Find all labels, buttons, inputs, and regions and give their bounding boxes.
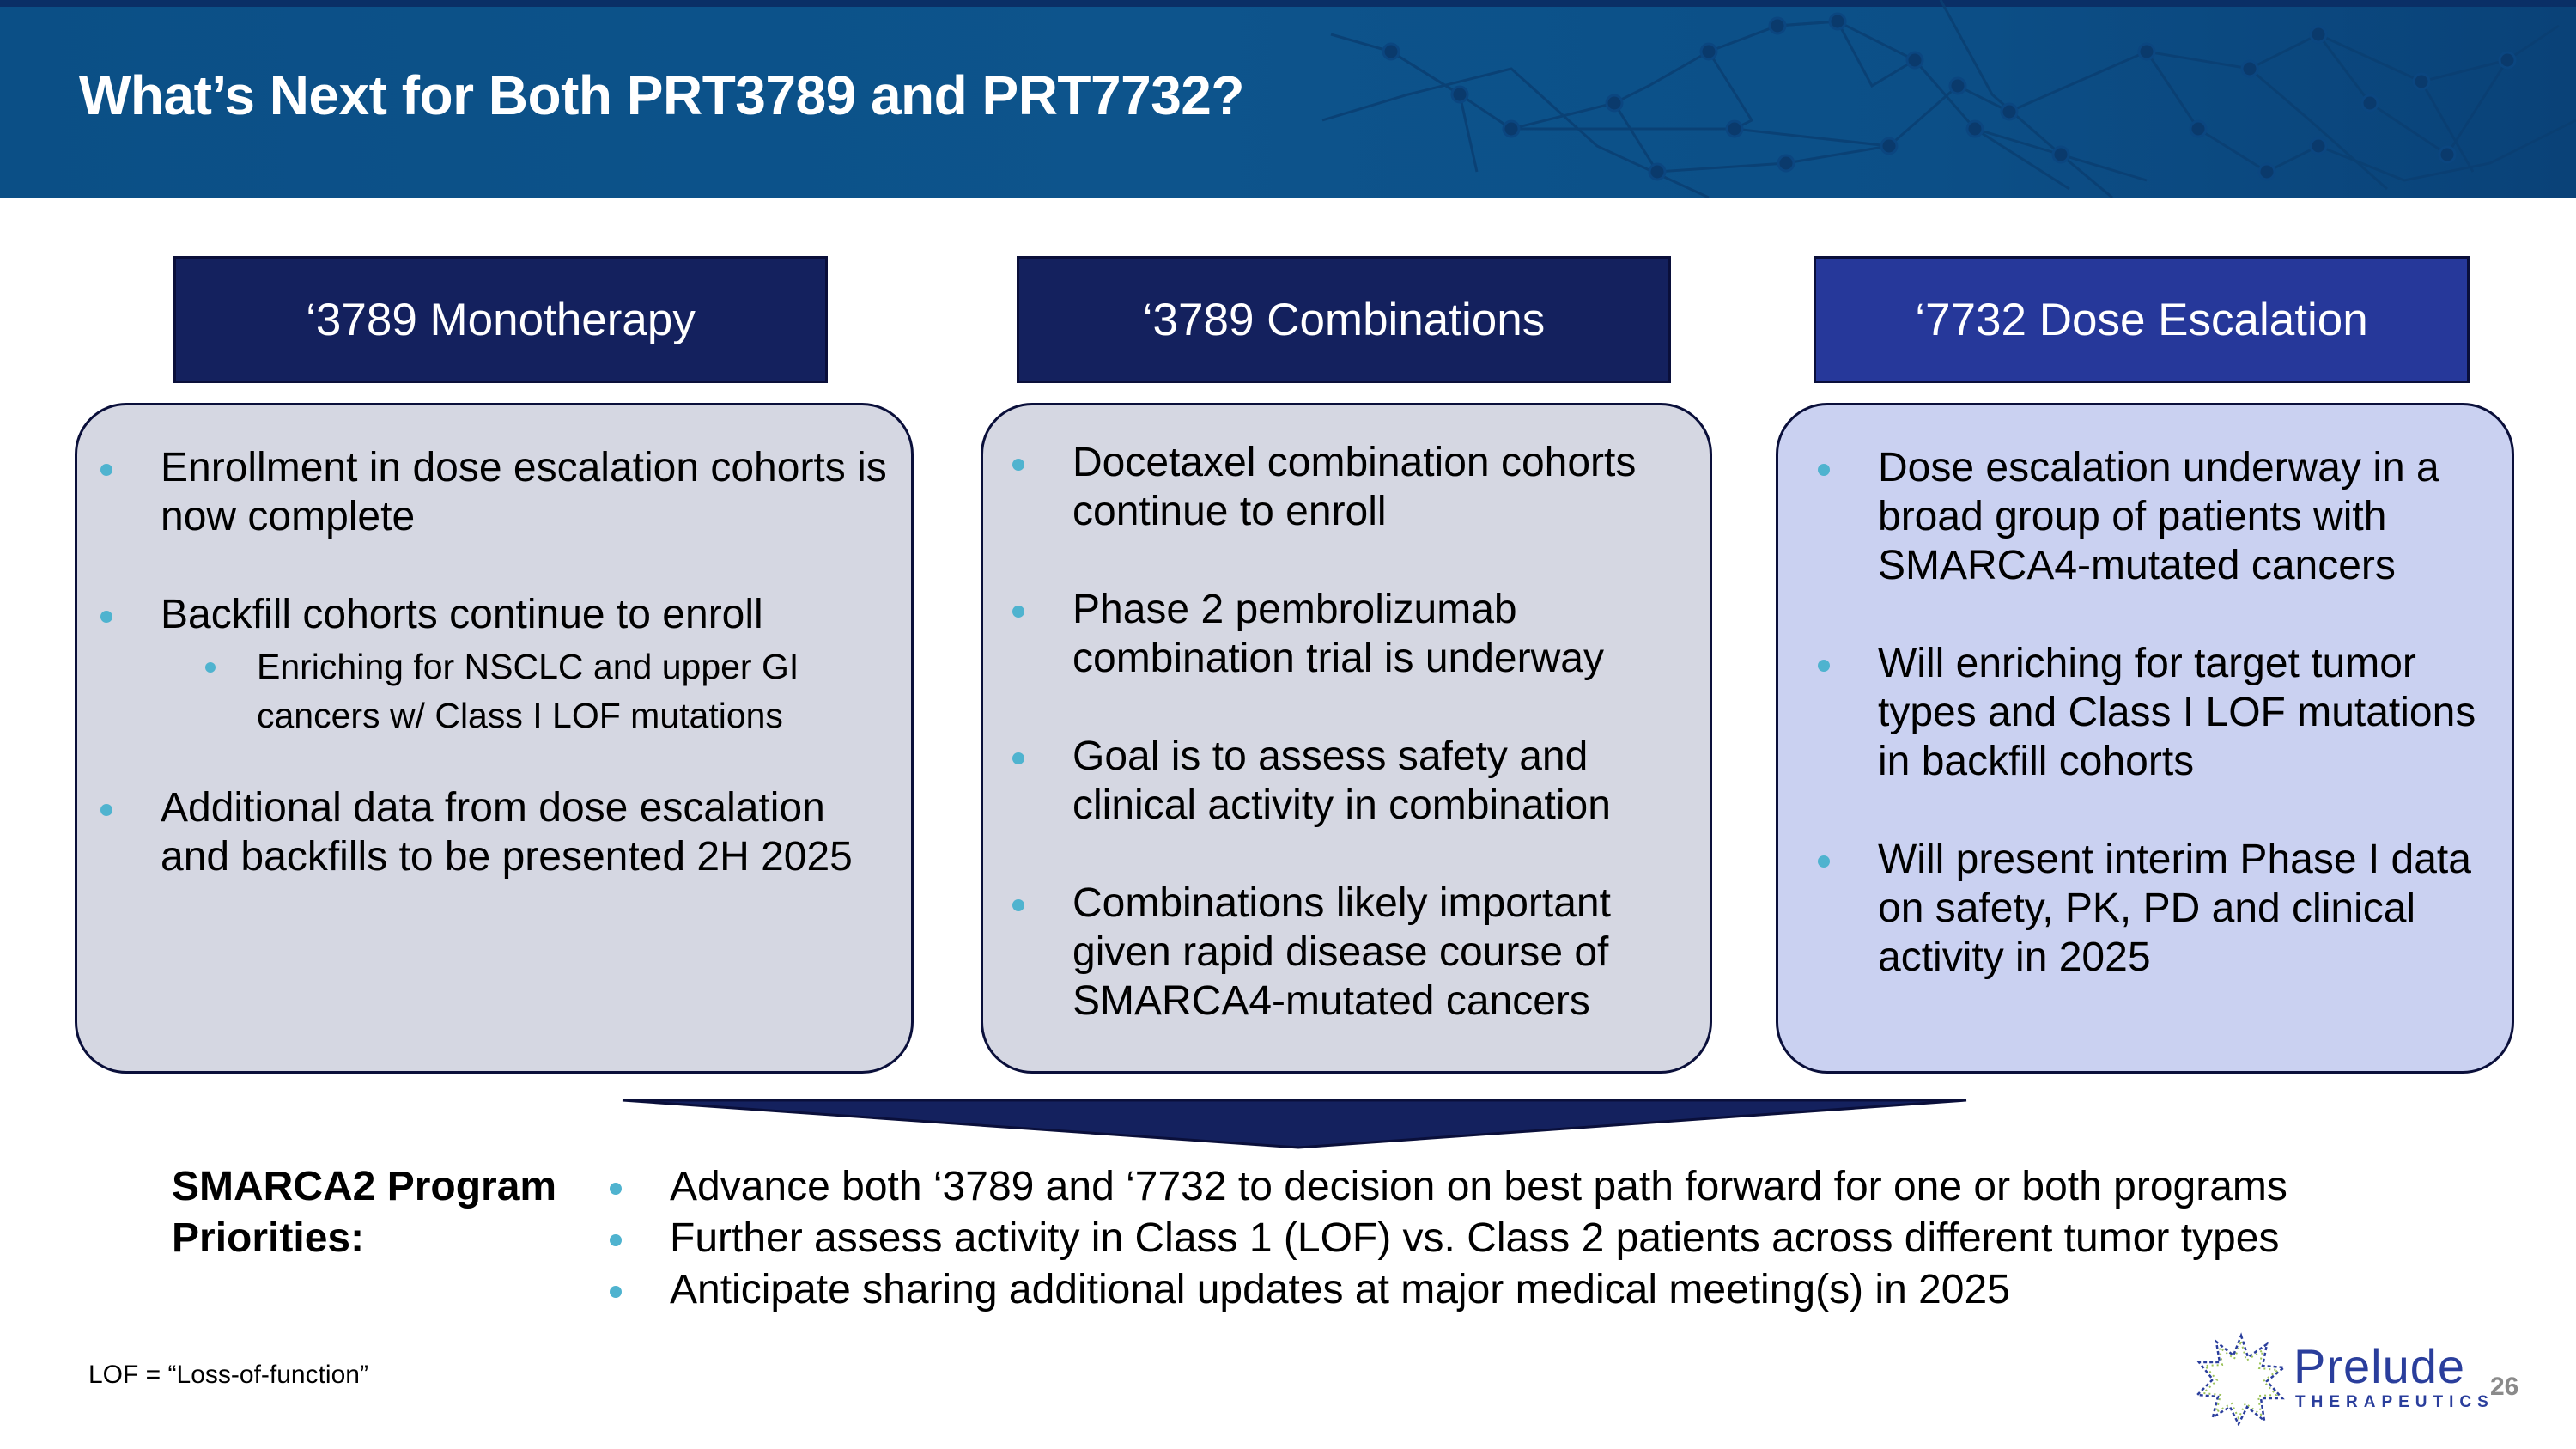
column-heading-combinations: ‘3789 Combinations	[1017, 256, 1671, 383]
priorities-label: SMARCA2 Program Priorities:	[172, 1164, 557, 1261]
page-title: What’s Next for Both PRT3789 and PRT7732?	[79, 64, 1244, 126]
starburst-logo-icon	[2194, 1331, 2288, 1426]
list-item: Dose escalation underway in a broad group of patients with SMARCA4-mutated cancers	[1878, 443, 2496, 590]
list-item: Will present interim Phase I data on safety, PK, PD and clinical activity in 2025	[1878, 835, 2496, 982]
footnote: LOF = “Loss-of-function”	[88, 1361, 368, 1389]
list-item: Phase 2 pembrolizumab combination trial is underway	[1072, 585, 1674, 683]
list-item: Advance both ‘3789 and ‘7732 to decision on best path forward for one or both programs	[670, 1161, 2287, 1213]
column-heading-monotherapy: ‘3789 Monotherapy	[173, 256, 828, 383]
bullet-icon	[610, 1183, 622, 1195]
sub-list-item: Enriching for NSCLC and upper GI cancers w/ Class I LOF mutations	[257, 642, 875, 740]
list-item: Anticipate sharing additional updates at major medical meeting(s) in 2025	[670, 1264, 2287, 1316]
page-number: 26	[2490, 1373, 2519, 1401]
list-item: Enrollment in dose escalation cohorts is now complete	[161, 443, 899, 541]
bullet-icon	[610, 1286, 622, 1298]
column-heading-dose-escalation: ‘7732 Dose Escalation	[1814, 256, 2470, 383]
priorities-list	[670, 1161, 2287, 1316]
bullet-icon	[610, 1234, 622, 1246]
logo-subtitle: THERAPEUTICS	[2295, 1393, 2494, 1411]
list-item: Docetaxel combination cohorts continue to enroll	[1072, 438, 1674, 536]
list-item: Goal is to assess safety and clinical activity in combination	[1072, 732, 1674, 830]
list-item: Backfill cohorts continue to enroll Enriching for NSCLC and upper GI cancers w/ Class I LOF mutations	[161, 590, 899, 740]
list-item: Additional data from dose escalation and backfills to be presented 2H 2025	[161, 783, 899, 881]
logo-wordmark: Prelude	[2293, 1339, 2466, 1393]
list-item: Will enriching for target tumor types and Class I LOF mutations in backfill cohorts	[1878, 639, 2496, 786]
list-item: Further assess activity in Class 1 (LOF) vs. Class 2 patients across different tumor types	[670, 1213, 2287, 1264]
prelude-logo	[2194, 1331, 2494, 1426]
list-item: Combinations likely important given rapid disease course of SMARCA4-mutated cancers	[1072, 879, 1674, 1026]
